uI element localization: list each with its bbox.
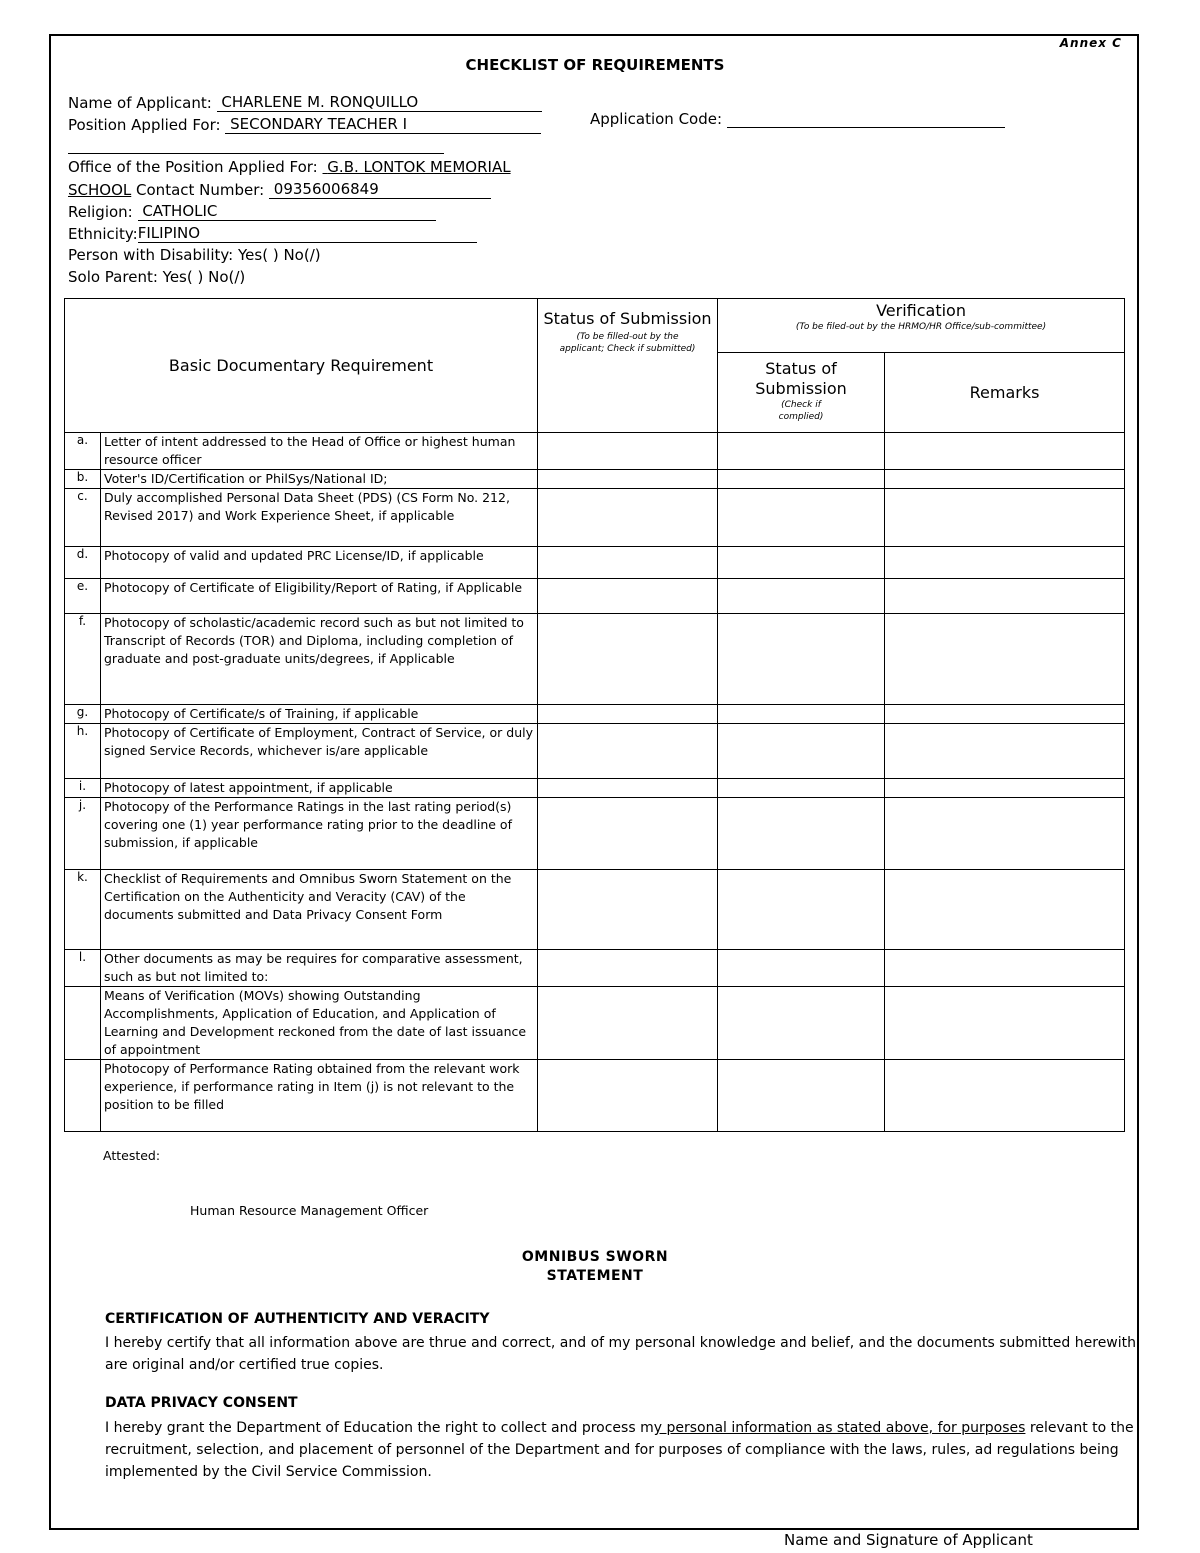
row-requirement: Photocopy of Certificate/s of Training, if applicable — [101, 705, 538, 724]
table-row — [65, 547, 1125, 579]
status-applicant-cell[interactable] — [538, 705, 718, 724]
status-applicant-cell[interactable] — [538, 779, 718, 798]
status-applicant-cell[interactable] — [538, 433, 718, 470]
row-letter: d. — [65, 547, 101, 579]
remarks-cell[interactable] — [885, 950, 1125, 987]
table-row — [65, 779, 1125, 798]
remarks-cell[interactable] — [885, 1060, 1125, 1132]
remarks-cell[interactable] — [885, 470, 1125, 489]
table-row — [65, 433, 1125, 470]
status-applicant-cell[interactable] — [538, 547, 718, 579]
blank-rule — [68, 153, 444, 154]
hrmo-label: Human Resource Management Officer — [190, 1203, 429, 1218]
annex-label: Annex C — [1059, 36, 1122, 50]
ethnicity-row — [68, 224, 477, 243]
cav-text: I hereby certify that all information above are thrue and correct, and of my personal knowledge and belief, and the documents submitted herewith are original and/or certified true copies. — [105, 1335, 1137, 1373]
table-row — [65, 950, 1125, 987]
row-letter: e. — [65, 579, 101, 614]
row-letter: k. — [65, 870, 101, 950]
table-row — [65, 1060, 1125, 1132]
row-letter: c. — [65, 489, 101, 547]
table-row — [65, 579, 1125, 614]
position-row — [68, 115, 541, 134]
status-verified-cell[interactable] — [718, 724, 885, 779]
row-letter: h. — [65, 724, 101, 779]
row-letter: l. — [65, 950, 101, 987]
status-verified-cell[interactable] — [718, 547, 885, 579]
remarks-cell[interactable] — [885, 870, 1125, 950]
row-requirement: Letter of intent addressed to the Head of Office or highest human resource officer — [101, 433, 538, 470]
ethnicity-field[interactable] — [138, 224, 477, 243]
row-letter: i. — [65, 779, 101, 798]
contact-field[interactable] — [269, 180, 491, 199]
attested-label: Attested: — [103, 1148, 161, 1163]
status-applicant-cell[interactable] — [538, 987, 718, 1060]
status-verified-cell[interactable] — [718, 1060, 885, 1132]
row-requirement: Photocopy of Certificate of Eligibility/Report of Rating, if Applicable — [101, 579, 538, 614]
name-label: Name of Applicant: — [68, 94, 212, 112]
remarks-cell[interactable] — [885, 547, 1125, 579]
table-row — [65, 705, 1125, 724]
app-code-field[interactable] — [727, 109, 1005, 128]
contact-value: 09356006849 — [273, 180, 379, 198]
row-requirement: Voter's ID/Certification or PhilSys/National ID; — [101, 470, 538, 489]
row-requirement: Photocopy of Performance Rating obtained from the relevant work experience, if performance rating in Item (j) is not relevant to the position to be filled — [101, 1060, 538, 1132]
status-verified-cell[interactable] — [718, 779, 885, 798]
contact-row — [68, 180, 491, 199]
status-applicant-cell[interactable] — [538, 579, 718, 614]
status-verified-cell[interactable] — [718, 705, 885, 724]
row-letter: f. — [65, 614, 101, 705]
page-title: CHECKLIST OF REQUIREMENTS — [465, 56, 725, 74]
header-verification: Verification (To be filed-out by the HRMO/HR Office/sub-committee) — [718, 299, 1125, 353]
table-row — [65, 470, 1125, 489]
header-remarks: Remarks — [885, 353, 1125, 433]
office-value: G.B. LONTOK MEMORIAL — [327, 158, 511, 176]
row-requirement: Other documents as may be requires for comparative assessment, such as but not limited to: — [101, 950, 538, 987]
header-status-applicant: Status of Submission (To be filled-out by the applicant; Check if submitted) — [538, 299, 718, 433]
row-requirement: Photocopy of Certificate of Employment, Contract of Service, or duly signed Service Records, whichever is/are applicable — [101, 724, 538, 779]
office-value-cont: SCHOOL — [68, 181, 132, 199]
table-row — [65, 798, 1125, 870]
remarks-cell[interactable] — [885, 987, 1125, 1060]
remarks-cell[interactable] — [885, 489, 1125, 547]
omnibus-title — [0, 1248, 1190, 1286]
status-applicant-cell[interactable] — [538, 1060, 718, 1132]
solo-parent-row: Solo Parent: Yes( ) No(/) — [68, 268, 246, 286]
table-row — [65, 724, 1125, 779]
row-requirement: Duly accomplished Personal Data Sheet (PDS) (CS Form No. 212, Revised 2017) and Work Experience Sheet, if applicable — [101, 489, 538, 547]
office-label: Office of the Position Applied For: — [68, 158, 318, 176]
row-requirement: Photocopy of valid and updated PRC License/ID, if applicable — [101, 547, 538, 579]
position-label: Position Applied For: — [68, 116, 221, 134]
religion-row — [68, 202, 436, 221]
row-letter: a. — [65, 433, 101, 470]
name-value: CHARLENE M. RONQUILLO — [221, 93, 419, 111]
dpc-text: I hereby grant the Department of Education the right to collect and process my personal information as stated above, for purposes relevant to the recruitment, selection, and placement of personnel of the Department and for purposes of compliance with the laws, rules, ad regulations being implemented by the Civil Service Commission. — [105, 1420, 1134, 1480]
status-applicant-cell[interactable] — [538, 614, 718, 705]
row-requirement: Checklist of Requirements and Omnibus Sworn Statement on the Certification on the Authenticity and Veracity (CAV) of the documents submitted and Data Privacy Consent Form — [101, 870, 538, 950]
row-requirement: Means of Verification (MOVs) showing Outstanding Accomplishments, Application of Education, and Application of Learning and Development reckoned from the date of last issuance of appointment — [101, 987, 538, 1060]
table-row — [65, 614, 1125, 705]
status-applicant-cell[interactable] — [538, 870, 718, 950]
status-verified-cell[interactable] — [718, 870, 885, 950]
header-requirement: Basic Documentary Requirement — [65, 299, 538, 433]
status-verified-cell[interactable] — [718, 987, 885, 1060]
remarks-cell[interactable] — [885, 724, 1125, 779]
applicant-name-row — [68, 93, 542, 112]
remarks-cell[interactable] — [885, 798, 1125, 870]
remarks-cell[interactable] — [885, 433, 1125, 470]
row-letter — [65, 987, 101, 1060]
omnibus-line-2: STATEMENT — [546, 1268, 644, 1284]
religion-label: Religion: — [68, 203, 133, 221]
status-applicant-cell[interactable] — [538, 950, 718, 987]
status-applicant-cell[interactable] — [538, 470, 718, 489]
status-verified-cell[interactable] — [718, 433, 885, 470]
office-field[interactable] — [323, 158, 511, 176]
religion-field[interactable] — [138, 202, 436, 221]
name-field[interactable] — [217, 93, 542, 112]
omnibus-line-1: OMNIBUS SWORN — [521, 1249, 669, 1265]
requirements-table — [64, 298, 1125, 1132]
status-verified-cell[interactable] — [718, 489, 885, 547]
app-code-label: Application Code: — [590, 110, 723, 128]
status-verified-cell[interactable] — [718, 798, 885, 870]
remarks-cell[interactable] — [885, 614, 1125, 705]
row-requirement: Photocopy of latest appointment, if applicable — [101, 779, 538, 798]
status-verified-cell[interactable] — [718, 614, 885, 705]
table-row — [65, 987, 1125, 1060]
status-applicant-cell[interactable] — [538, 489, 718, 547]
ethnicity-value: FILIPINO — [137, 224, 201, 242]
position-value: SECONDARY TEACHER I — [230, 115, 408, 133]
remarks-cell[interactable] — [885, 579, 1125, 614]
status-verified-cell[interactable] — [718, 950, 885, 987]
remarks-cell[interactable] — [885, 705, 1125, 724]
row-letter — [65, 1060, 101, 1132]
status-verified-cell[interactable] — [718, 579, 885, 614]
row-requirement: Photocopy of scholastic/academic record such as but not limited to Transcript of Records (TOR) and Diploma, including completion of graduate and post-graduate units/degrees, if Applicable — [101, 614, 538, 705]
row-letter: b. — [65, 470, 101, 489]
status-applicant-cell[interactable] — [538, 798, 718, 870]
status-applicant-cell[interactable] — [538, 724, 718, 779]
table-row — [65, 870, 1125, 950]
religion-value: CATHOLIC — [142, 202, 218, 220]
app-code-row — [590, 109, 1005, 128]
pwd-row: Person with Disability: Yes( ) No(/) — [68, 246, 321, 264]
table-row — [65, 489, 1125, 547]
header-status-verified: Status of Submission (Check if complied) — [718, 353, 885, 433]
cav-title: CERTIFICATION OF AUTHENTICITY AND VERACITY — [105, 1311, 490, 1327]
row-letter: g. — [65, 705, 101, 724]
status-verified-cell[interactable] — [718, 470, 885, 489]
office-row — [68, 158, 511, 176]
dpc-title: DATA PRIVACY CONSENT — [105, 1395, 298, 1411]
remarks-cell[interactable] — [885, 779, 1125, 798]
position-field[interactable] — [225, 115, 541, 134]
row-requirement: Photocopy of the Performance Ratings in the last rating period(s) covering one (1) year performance rating prior to the deadline of submission, if applicable — [101, 798, 538, 870]
ethnicity-label: Ethnicity: — [68, 225, 138, 243]
signature-label: Name and Signature of Applicant — [784, 1531, 1033, 1549]
row-letter: j. — [65, 798, 101, 870]
contact-label: Contact Number: — [136, 181, 265, 199]
